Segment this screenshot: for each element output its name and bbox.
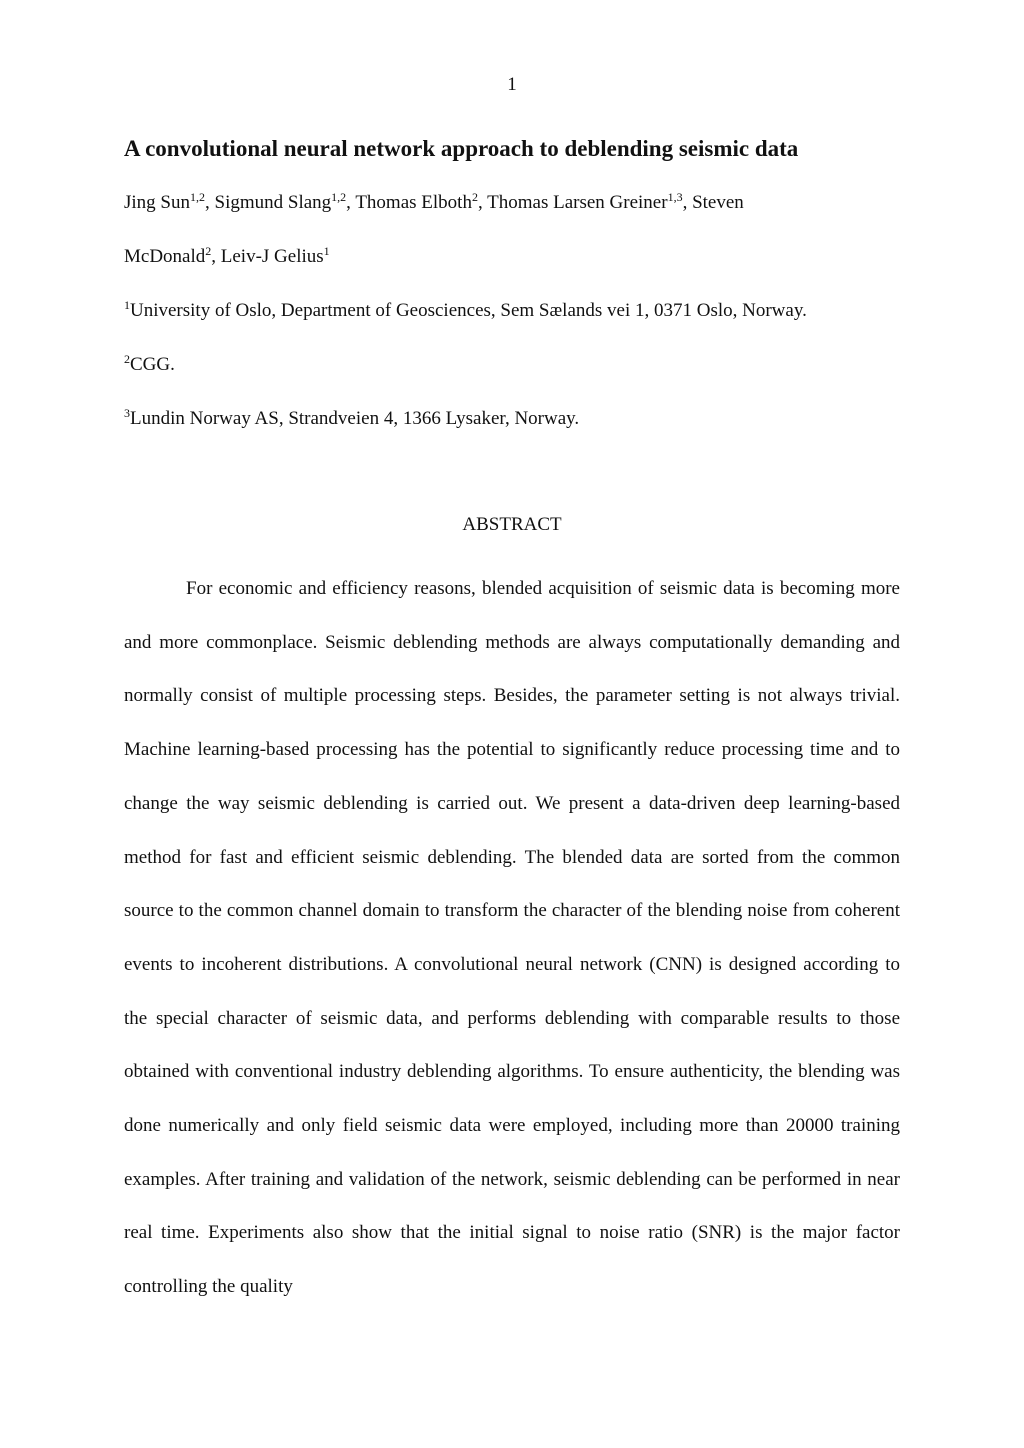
author-affiliation-mark: 1 <box>323 244 330 258</box>
paper-title: A convolutional neural network approach to deblending seismic data <box>124 136 799 161</box>
affiliation-mark: 1 <box>124 298 130 312</box>
author-separator: , <box>205 192 215 213</box>
affiliation-3 <box>124 408 579 430</box>
author-separator: , <box>477 192 488 213</box>
affiliation-mark: 3 <box>124 406 130 420</box>
abstract-body <box>124 562 900 1314</box>
author-line-1 <box>124 192 744 214</box>
affiliation-mark: 2 <box>124 352 130 366</box>
author-name: McDonald <box>124 246 206 267</box>
author-separator: , <box>682 192 693 213</box>
abstract-heading: ABSTRACT <box>462 514 562 535</box>
page-number: 1 <box>507 74 517 95</box>
author-separator: , <box>211 246 221 267</box>
author-name: Jing Sun <box>124 192 190 213</box>
author-name: Leiv-J Gelius <box>220 246 324 267</box>
affiliation-text: Lundin Norway AS, Strandveien 4, 1366 Lysaker, Norway. <box>130 408 580 429</box>
author-affiliation-mark: 2 <box>471 190 478 204</box>
author-name: Thomas Elboth <box>355 192 472 213</box>
affiliation-1 <box>124 300 807 322</box>
author-name: Sigmund Slang <box>214 192 332 213</box>
affiliation-text: CGG. <box>130 354 175 375</box>
affiliation-text: University of Oslo, Department of Geosciences, Sem Sælands vei 1, 0371 Oslo, Norway. <box>130 300 807 321</box>
author-affiliation-mark: 2 <box>205 244 212 258</box>
author-name: Steven <box>692 192 744 213</box>
author-name: Thomas Larsen Greiner <box>487 192 668 213</box>
abstract-text: For economic and efficiency reasons, blended acquisition of seismic data is becoming more and more commonplace. Seismic deblending methods are always computationally demanding and normally consist of multiple processing steps. Besides, the parameter setting is not always trivial. Machine learning-based processing has the potential to significantly reduce processing time and to change the way seismic deblending is carried out. We present a data-driven deep learning-based method for fast and efficient seismic deblending. The blended data are sorted from the common source to the common channel domain to transform the character of the blending noise from coherent events to incoherent distributions. A convolutional neural network (CNN) is designed according to the special character of seismic data, and performs deblending with comparable results to those obtained with conventional industry deblending algorithms. To ensure authenticity, the blending was done numerically and only field seismic data were employed, including more than 20000 training examples. After training and validation of the network, seismic deblending can be performed in near real time. Experiments also show that the initial signal to noise ratio (SNR) is the major factor controlling the quality <box>124 578 900 1298</box>
affiliation-2 <box>124 354 175 376</box>
author-affiliation-mark: 1,3 <box>667 190 683 204</box>
author-line-2 <box>124 246 330 268</box>
author-separator: , <box>346 192 356 213</box>
author-affiliation-mark: 1,2 <box>190 190 205 204</box>
author-affiliation-mark: 1,2 <box>331 190 347 204</box>
